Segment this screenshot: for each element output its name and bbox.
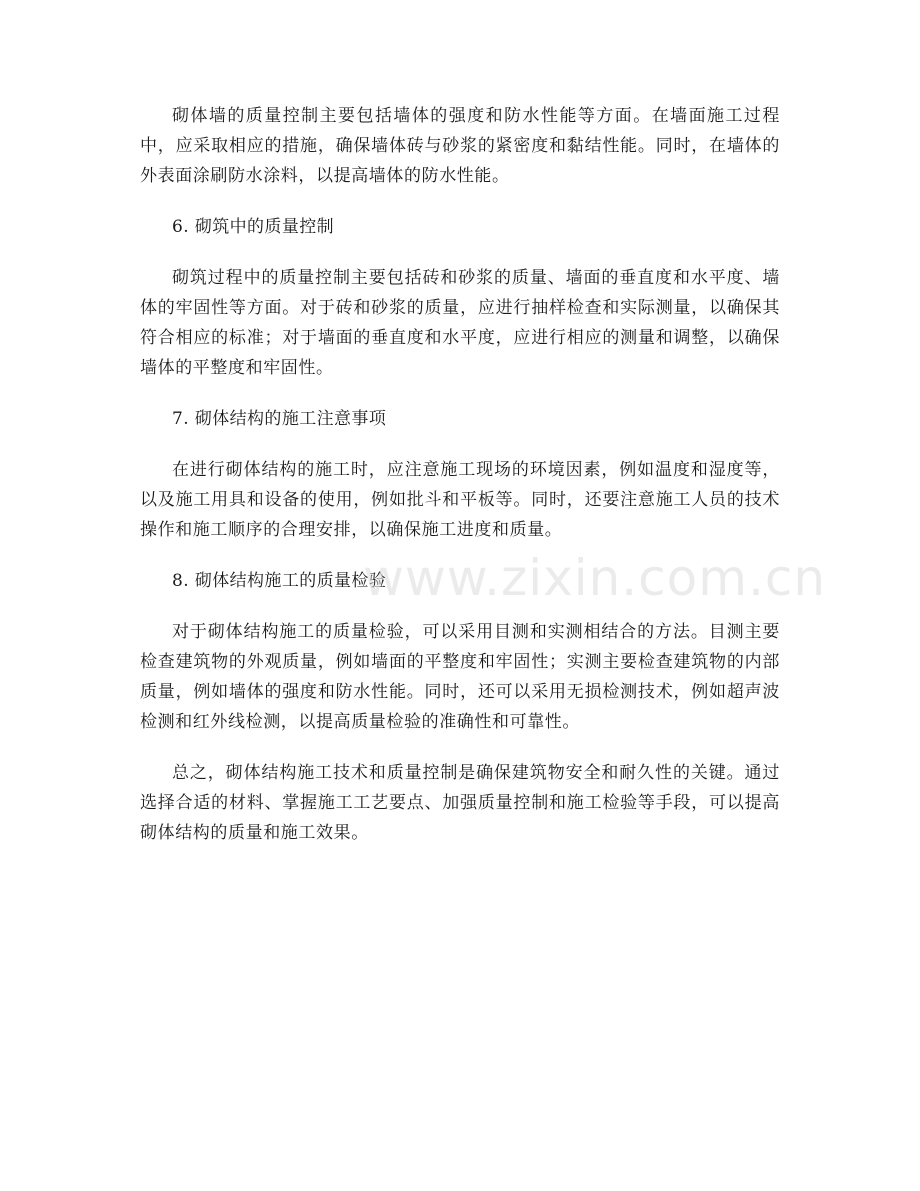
spacer [140,737,780,758]
document-body [140,101,780,848]
spacer [140,434,780,455]
spacer [140,596,780,617]
paragraph-quality-inspection: 对于砌体结构施工的质量检验，可以采用目测和实测相结合的方法。目测主要检查建筑物的外观质量，例如墙面的平整度和牢固性；实测主要检查建筑物的内部质量，例如墙体的强度和防水性能。同时，还可以采用无损检测技术，例如超声波检测和红外线检测，以提高质量检验的准确性和可靠性。 [140,622,780,732]
spacer [140,191,780,212]
section-heading-6: 6. 砌筑中的质量控制 [172,217,335,237]
section-heading-8: 8. 砌体结构施工的质量检验 [172,571,387,591]
spacer [140,383,780,404]
paragraph-masonry-quality-control: 砌筑过程中的质量控制主要包括砖和砂浆的质量、墙面的垂直度和水平度、墙体的牢固性等方面。对于砖和砂浆的质量，应进行抽样检查和实际测量，以确保其符合相应的标准；对于墙面的垂直度和水平度，应进行相应的测量和调整，以确保墙体的平整度和牢固性。 [140,268,780,378]
paragraph-wall-quality-control: 砌体墙的质量控制主要包括墙体的强度和防水性能等方面。在墙面施工过程中，应采取相应的措施，确保墙体砖与砂浆的紧密度和黏结性能。同时，在墙体的外表面涂刷防水涂料，以提高墙体的防水性能。 [140,106,780,186]
paragraph-conclusion: 总之，砌体结构施工技术和质量控制是确保建筑物安全和耐久性的关键。通过选择合适的材料、掌握施工工艺要点、加强质量控制和施工检验等手段，可以提高砌体结构的质量和施工效果。 [140,763,780,843]
paragraph-construction-notes: 在进行砌体结构的施工时，应注意施工现场的环境因素，例如温度和湿度等，以及施工用具和设备的使用，例如批斗和平板等。同时，还要注意施工人员的技术操作和施工顺序的合理安排，以确保施工进度和质量。 [140,460,780,540]
section-heading-7: 7. 砌体结构的施工注意事项 [172,409,387,429]
spacer [140,242,780,263]
watermark-text: www.zixin.com.cn [363,549,827,607]
spacer [140,545,780,566]
